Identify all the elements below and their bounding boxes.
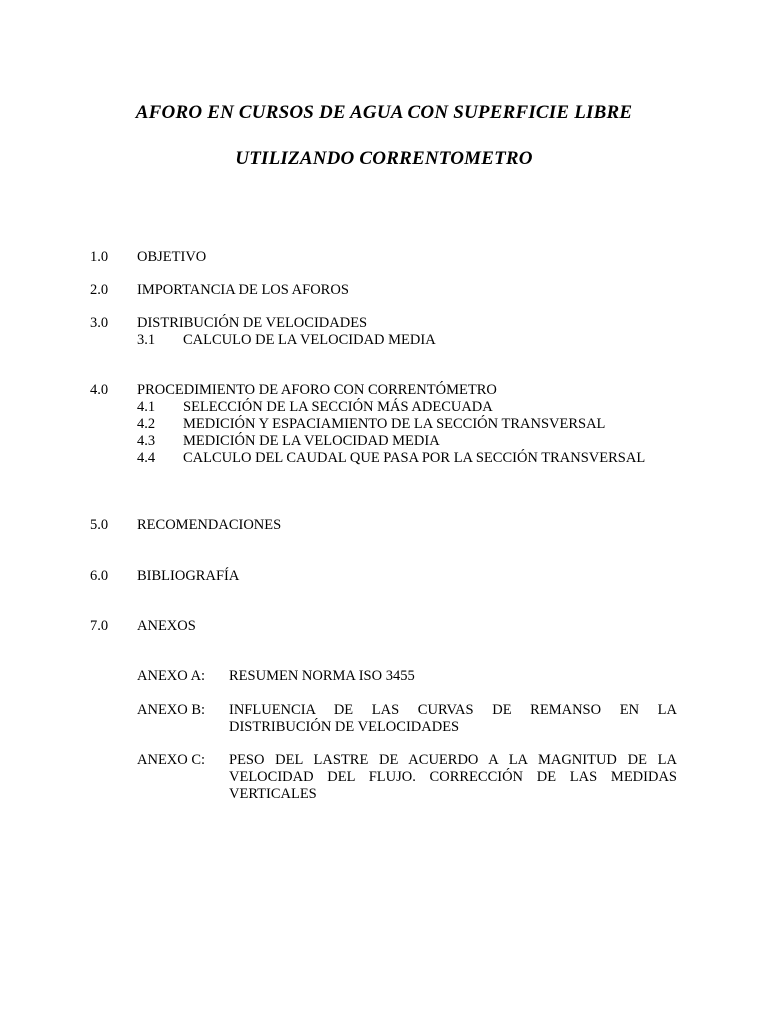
toc-sub-label: SELECCIÓN DE LA SECCIÓN MÁS ADECUADA	[183, 399, 493, 415]
toc-sub-number: 4.4	[137, 450, 156, 466]
toc-number: 7.0	[90, 618, 109, 634]
toc-sub-number: 3.1	[137, 332, 156, 348]
toc-sub-label: CALCULO DEL CAUDAL QUE PASA POR LA SECCIÓN TRANSVERSAL	[183, 450, 646, 466]
toc-sub-label: CALCULO DE LA VELOCIDAD MEDIA	[183, 332, 436, 348]
toc-label: ANEXOS	[137, 618, 196, 634]
toc-number: 6.0	[90, 568, 109, 584]
toc-sub-number: 4.3	[137, 433, 156, 449]
annex-key: ANEXO A:	[137, 668, 206, 684]
toc-number: 5.0	[90, 517, 109, 533]
toc-number: 1.0	[90, 249, 109, 265]
toc-sub-label: MEDICIÓN Y ESPACIAMIENTO DE LA SECCIÓN TRANSVERSAL	[183, 416, 606, 432]
document-subtitle: UTILIZANDO CORRENTOMETRO	[235, 148, 533, 169]
toc-sub-number: 4.1	[137, 399, 156, 415]
toc-number: 2.0	[90, 282, 109, 298]
annex-key: ANEXO B:	[137, 702, 206, 718]
toc-label: DISTRIBUCIÓN DE VELOCIDADES	[137, 315, 368, 331]
toc-number: 4.0	[90, 382, 109, 398]
toc-number: 3.0	[90, 315, 109, 331]
toc-label: OBJETIVO	[137, 249, 207, 265]
toc-label: PROCEDIMIENTO DE AFORO CON CORRENTÓMETRO	[137, 382, 497, 398]
toc-label: BIBLIOGRAFÍA	[137, 568, 240, 584]
annex-text: RESUMEN NORMA ISO 3455	[229, 668, 415, 684]
document-title: AFORO EN CURSOS DE AGUA CON SUPERFICIE LIBRE	[135, 102, 633, 123]
annex-text: INFLUENCIA DE LAS CURVAS DE REMANSO EN LA DISTRIBUCIÓN DE VELOCIDADES	[229, 702, 677, 735]
annex-text: PESO DEL LASTRE DE ACUERDO A LA MAGNITUD DE LA VELOCIDAD DEL FLUJO. CORRECCIÓN DE LAS MEDIDAS VERTICALES	[229, 752, 677, 802]
toc-sub-label: MEDICIÓN DE LA VELOCIDAD MEDIA	[183, 433, 440, 449]
toc-label: IMPORTANCIA DE LOS AFOROS	[137, 282, 349, 298]
toc-sub-number: 4.2	[137, 416, 156, 432]
annex-key: ANEXO C:	[137, 752, 206, 768]
toc-label: RECOMENDACIONES	[137, 517, 282, 533]
